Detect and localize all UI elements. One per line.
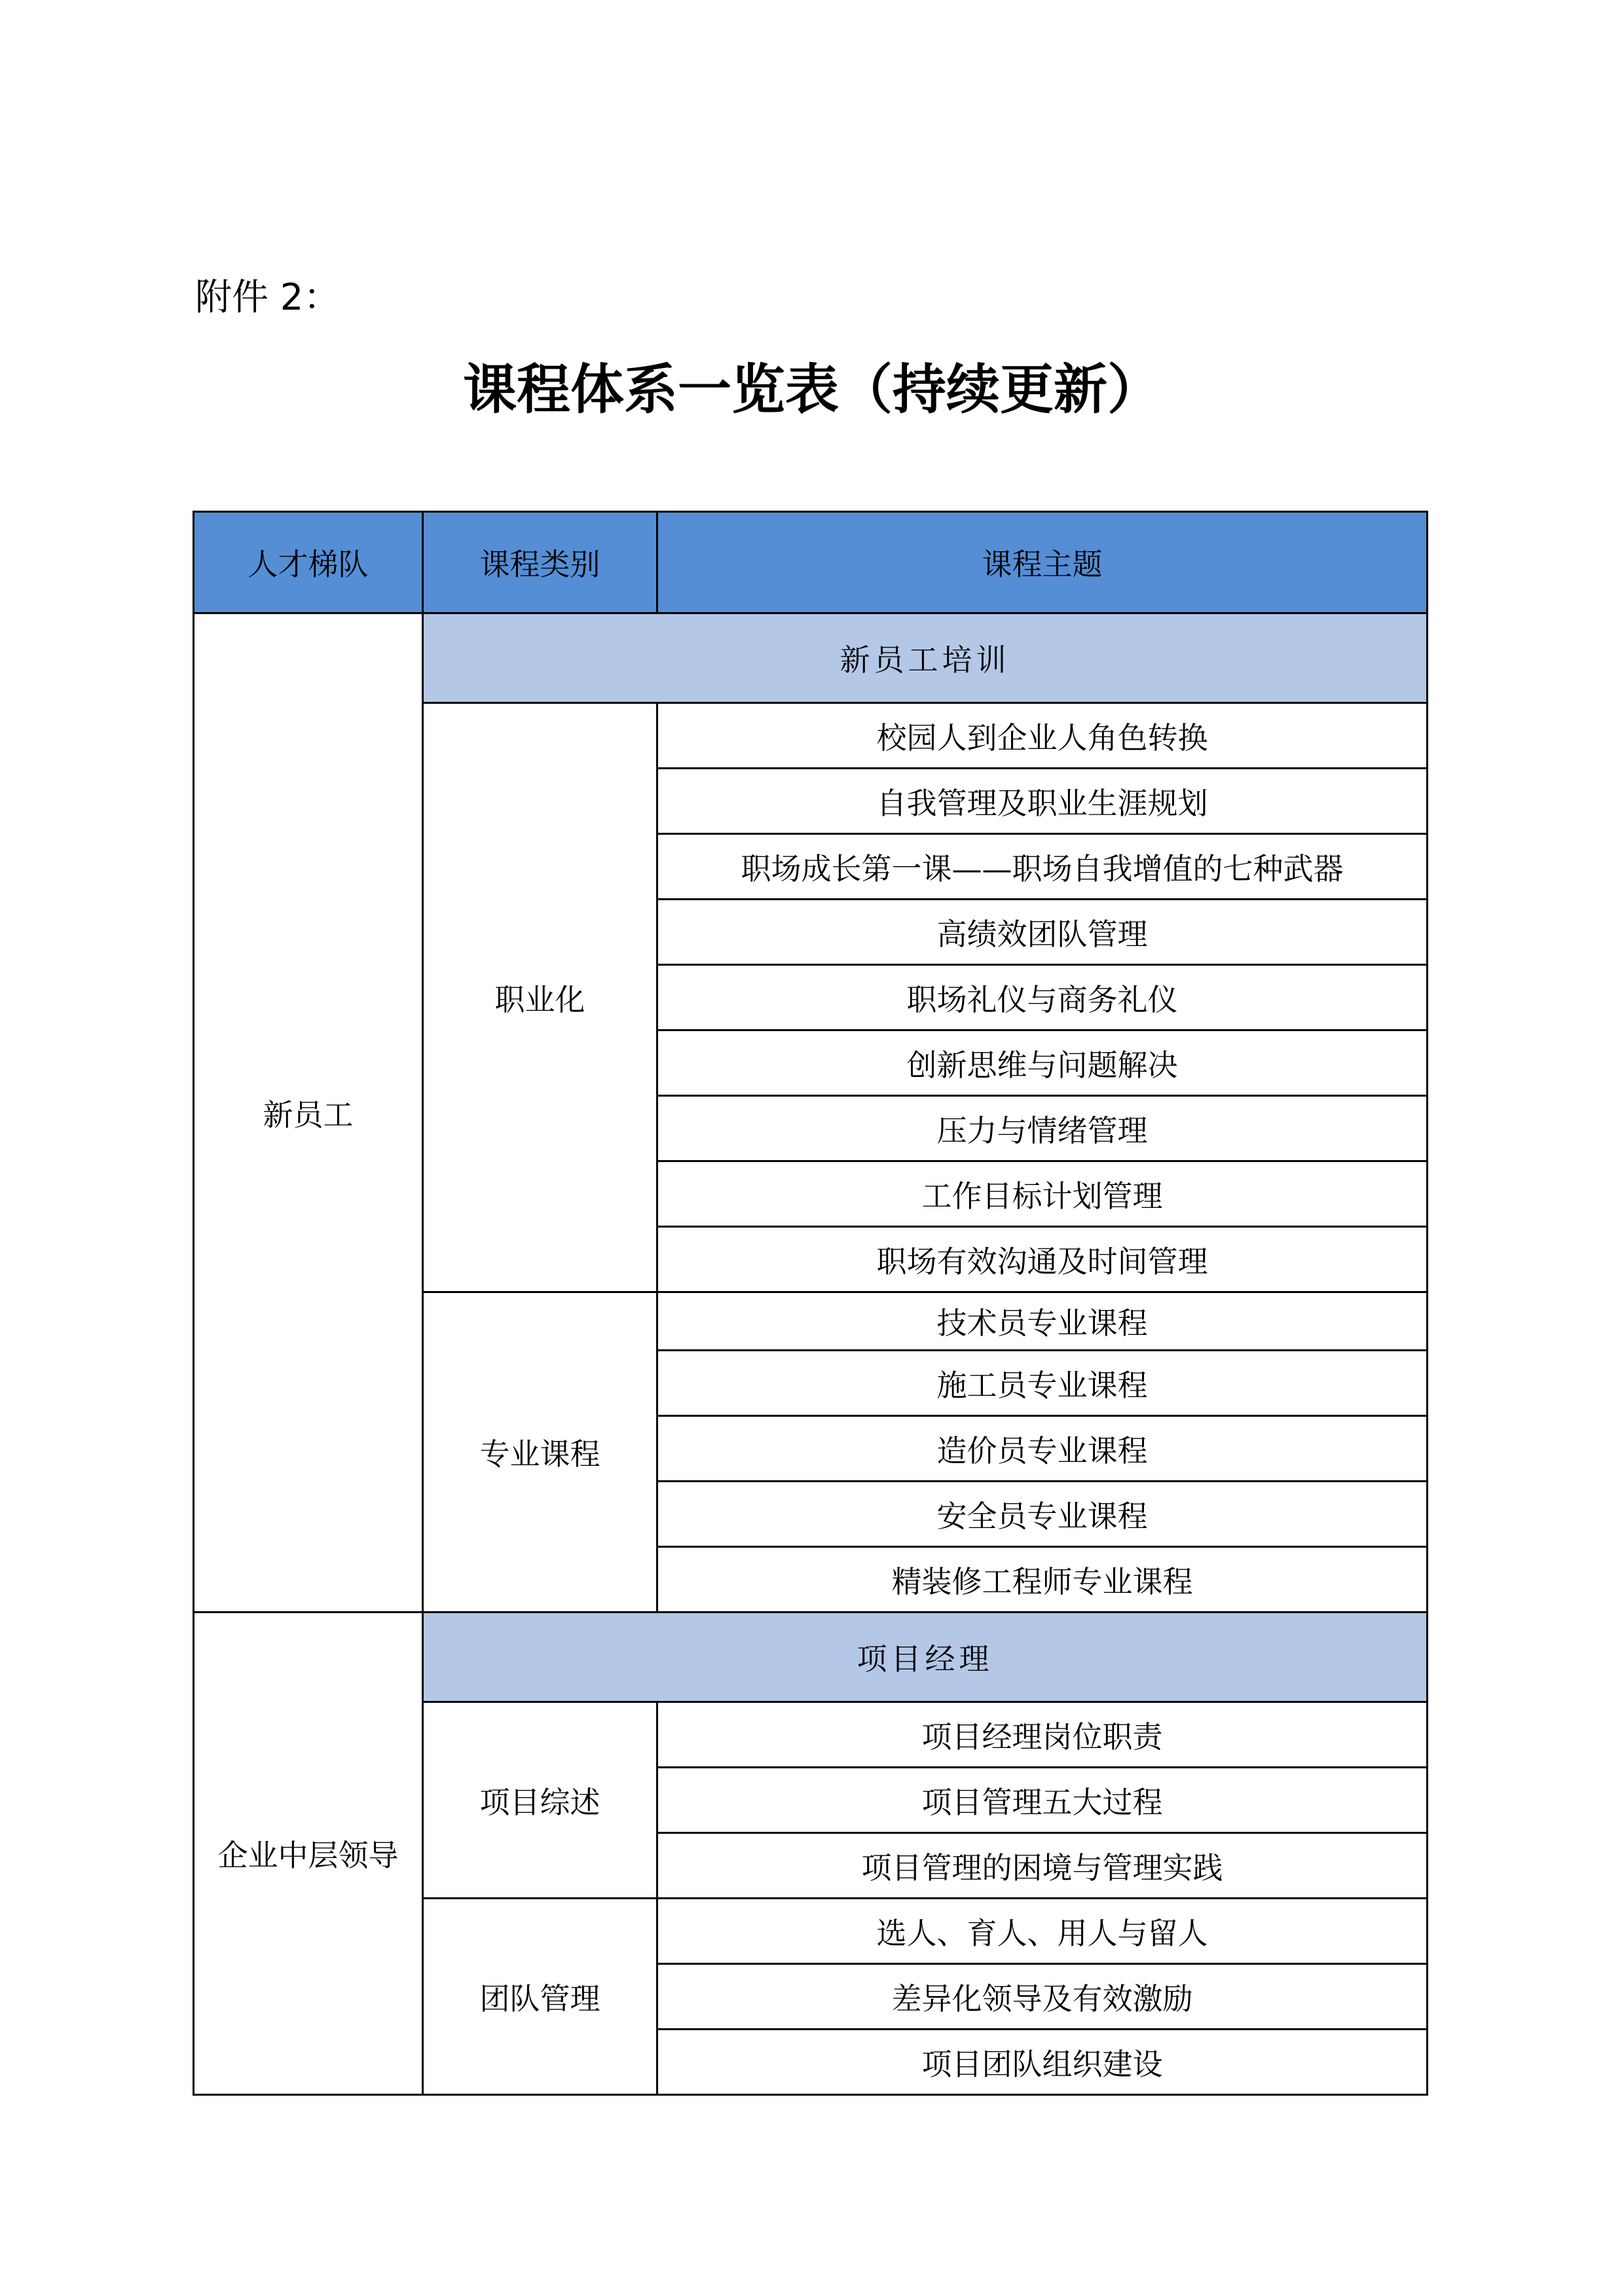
topic-cell: 职场成长第一课——职场自我增值的七种武器	[657, 834, 1428, 900]
topic-cell: 精装修工程师专业课程	[657, 1547, 1428, 1613]
section-title: 项目经理	[423, 1613, 1428, 1702]
attachment-label: 附件 2：	[195, 276, 341, 319]
page-title: 课程体系一览表（持续更新）	[462, 359, 1161, 421]
section-title: 新员工培训	[423, 613, 1428, 703]
topic-cell: 技术员专业课程	[657, 1292, 1428, 1351]
category-cell: 项目综述	[423, 1702, 657, 1899]
topic-cell: 校园人到企业人角色转换	[657, 703, 1428, 769]
topic-cell: 工作目标计划管理	[657, 1161, 1428, 1227]
topic-cell: 安全员专业课程	[657, 1482, 1428, 1547]
table-header-row	[194, 512, 1428, 613]
topic-cell: 项目管理五大过程	[657, 1768, 1428, 1833]
topic-cell: 创新思维与问题解决	[657, 1030, 1428, 1096]
topic-cell: 自我管理及职业生涯规划	[657, 769, 1428, 834]
category-cell: 职业化	[423, 703, 657, 1292]
course-table	[193, 511, 1428, 2096]
header-category: 课程类别	[423, 512, 657, 613]
category-cell: 团队管理	[423, 1899, 657, 2095]
topic-cell: 项目经理岗位职责	[657, 1702, 1428, 1768]
header-tier: 人才梯队	[194, 512, 423, 613]
header-topic: 课程主题	[657, 512, 1428, 613]
topic-cell: 压力与情绪管理	[657, 1096, 1428, 1161]
topic-cell: 差异化领导及有效激励	[657, 1964, 1428, 2030]
category-cell: 专业课程	[423, 1292, 657, 1613]
topic-cell: 选人、育人、用人与留人	[657, 1899, 1428, 1964]
topic-cell: 职场有效沟通及时间管理	[657, 1227, 1428, 1292]
topic-cell: 项目团队组织建设	[657, 2030, 1428, 2095]
topic-cell: 造价员专业课程	[657, 1416, 1428, 1482]
tier-cell: 企业中层领导	[194, 1613, 423, 2095]
topic-cell: 项目管理的困境与管理实践	[657, 1833, 1428, 1899]
topic-cell: 施工员专业课程	[657, 1351, 1428, 1416]
topic-cell: 职场礼仪与商务礼仪	[657, 965, 1428, 1030]
tier-cell: 新员工	[194, 613, 423, 1613]
topic-cell: 高绩效团队管理	[657, 900, 1428, 965]
